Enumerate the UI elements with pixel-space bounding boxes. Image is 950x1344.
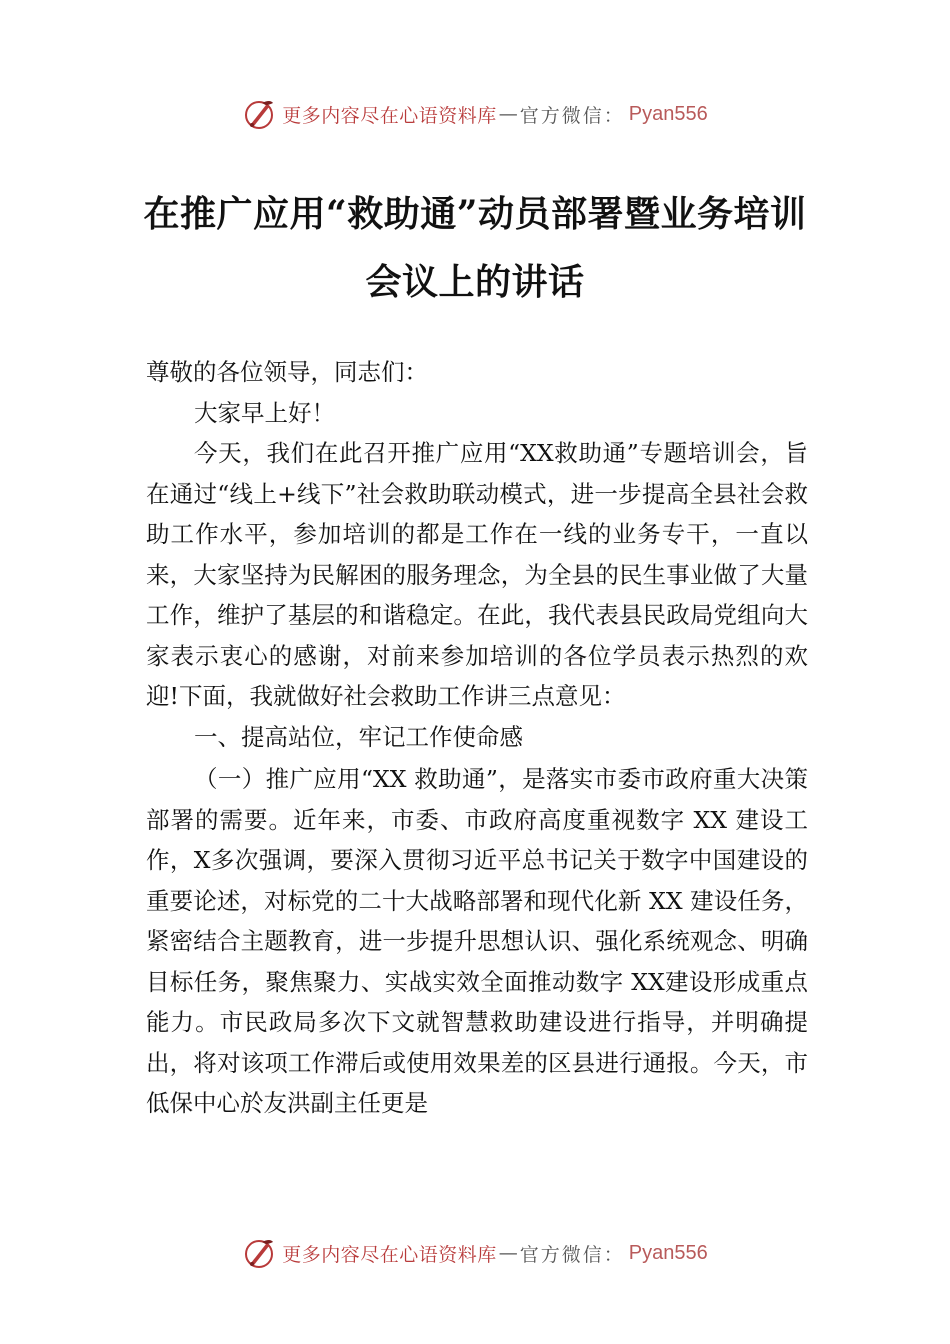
salutation: 尊敬的各位领导，同志们： xyxy=(146,358,428,386)
banner-wechat-id: Pyan556 xyxy=(628,102,708,125)
banner-brand-text: 更多内容尽在心语资料库 xyxy=(282,1243,497,1266)
banner-wechat-id: Pyan556 xyxy=(628,1241,708,1264)
document-title-line-2: 会议上的讲话 xyxy=(365,261,585,303)
section-1-heading: 一、提高站位，牢记工作使命感 xyxy=(194,722,523,751)
footer-banner xyxy=(0,1233,950,1273)
paragraph-1: 今天，我们在此召开推广应用“XX救助通”专题培训会，旨在通过“线上+线下”社会救助联动模式，进一步提高全县社会救助工作水平，参加培训的都是工作在一线的业务专干，一直以来，大家坚持为民解困的服务理念，为全县的民生事业做了大量工作，维护了基层的和谐稳定。在此，我代表县民政局党组向大家表示衷心的感谢，对前来参加培训的各位学员表示热烈的欢迎!下面，我就做好社会救助工作讲三点意见： xyxy=(146,439,808,710)
banner-dash: — xyxy=(498,103,518,125)
document-title-line-1: 在推广应用“救助通”动员部署暨业务培训 xyxy=(143,193,807,235)
greeting: 大家早上好！ xyxy=(194,398,335,427)
banner-official-label: 官方微信： xyxy=(519,1243,625,1266)
header-banner xyxy=(0,94,950,134)
pen-quill-logo-icon xyxy=(242,97,276,131)
banner-official-label: 官方微信： xyxy=(519,104,625,127)
document-body xyxy=(146,352,808,1124)
banner-dash: — xyxy=(498,1242,518,1264)
pen-quill-logo-icon xyxy=(242,1236,276,1270)
paragraph-2: （一）推广应用“XX 救助通”，是落实市委市政府重大决策部署的需要。近年来，市委、市政府高度重视数字 XX 建设工作，X多次强调，要深入贯彻习近平总书记关于数字中国建设的重要论述，对标党的二十大战略部署和现代化新 XX 建设任务，紧密结合主题教育，进一步提升思想认识、强化系统观念、明确目标任务，聚焦聚力、实战实效全面推动数字 XX建设形成重点能力。市民政局多次下文就智慧救助建设进行指导，并明确提出，将对该项工作滞后或使用效果差的区县进行通报。今天，市低保中心於友洪副主任更是 xyxy=(146,765,808,1117)
banner-brand-text: 更多内容尽在心语资料库 xyxy=(282,104,497,127)
